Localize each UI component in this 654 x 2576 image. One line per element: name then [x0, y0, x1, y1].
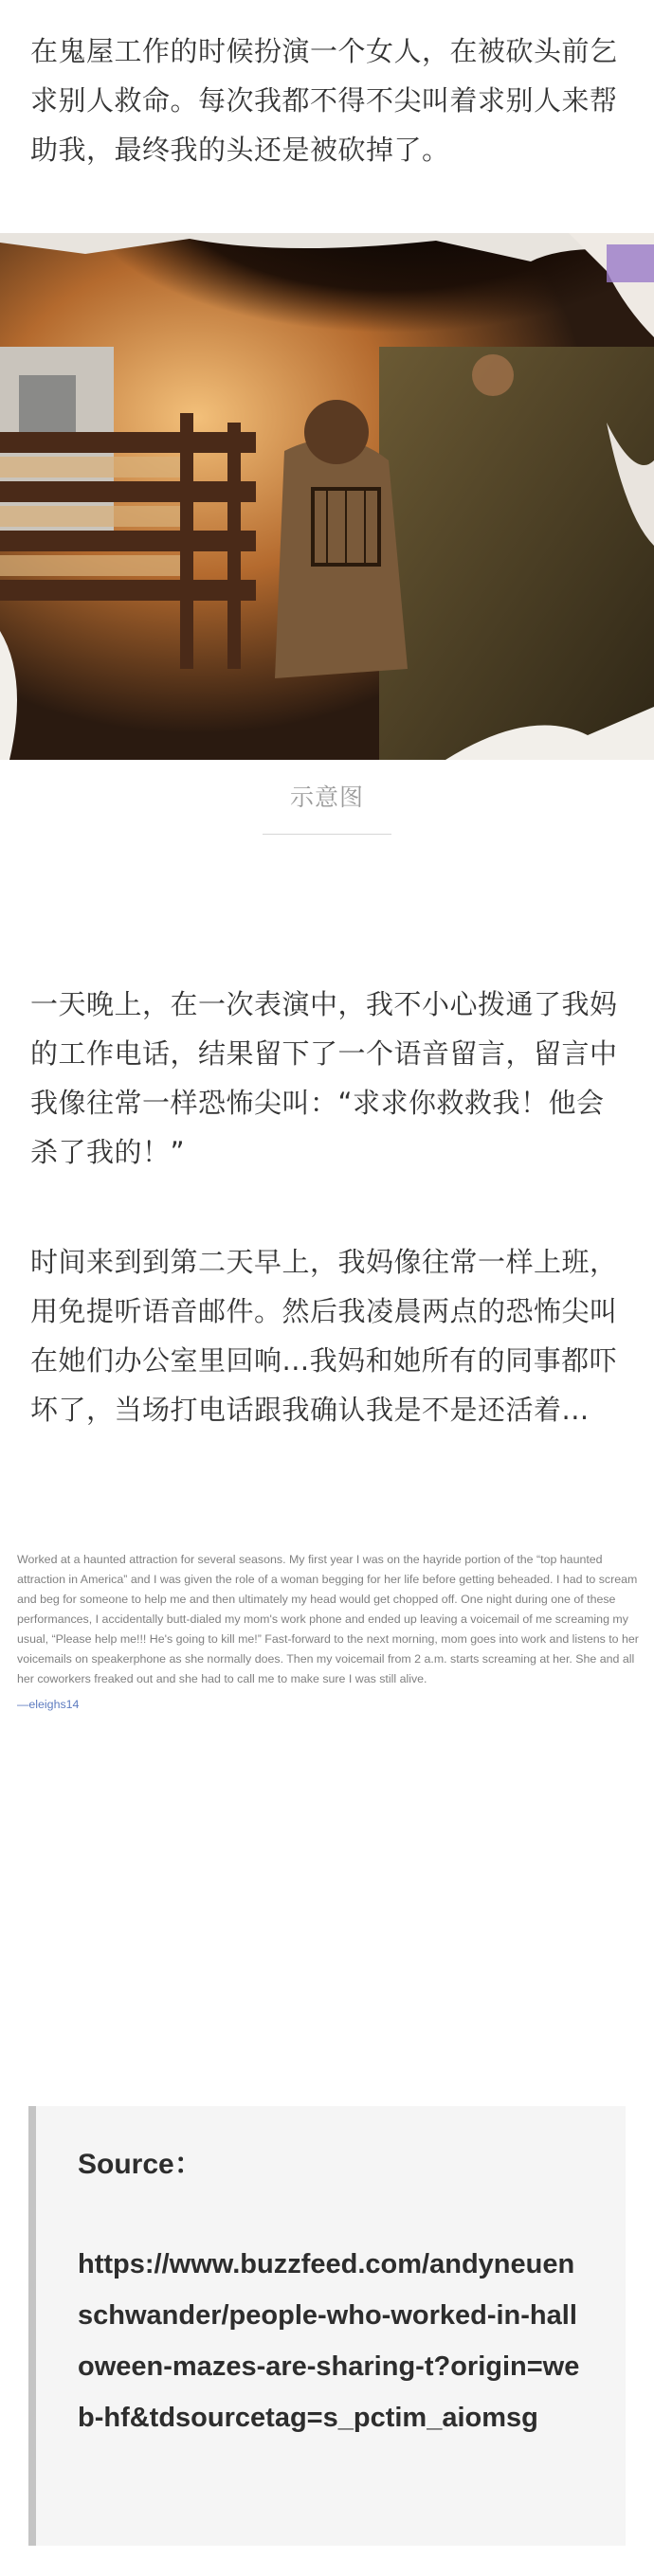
story-paragraph-2: 时间来到到第二天早上，我妈像往常一样上班，用免提听语音邮件。然后我凌晨两点的恐怖尖叫在她们办公室里回响...我妈和她所有的同事都吓坏了，当场打电话跟我确认我是不是还活着...	[30, 1246, 618, 1426]
source-blockquote	[28, 2106, 626, 2546]
original-post-screenshot	[17, 1550, 645, 1758]
original-post-author-link[interactable]: —eleighs14	[17, 1698, 80, 1711]
image-caption: 示意图	[289, 784, 364, 811]
original-post-text: Worked at a haunted attraction for several seasons. My first year I was on the hayride portion of the “top haunted attraction in America” and I was given the role of a woman begging for her life before getting beheaded. I had to scream and beg for someone to help me and then ultimately my head would get chopped off. One night during one of these performances, I accidentally butt-dialed my mom's work phone and ended up leaving a voicemail of me screaming my usual, “Please help me!!! He's going to kill me!” Fast-forward to the next morning, mom goes into work and listens to her voicemails on speakerphone as she normally does. Then my voicemail from 2 a.m. starts screaming at her. She and all her coworkers freaked out and she had to call me to make sure I was still alive.	[17, 1553, 639, 1685]
intro-paragraph: 在鬼屋工作的时候扮演一个女人，在被砍头前乞求别人救命。每次我都不得不尖叫着求别人来帮助我，最终我的头还是被砍掉了。	[30, 35, 618, 166]
caption-divider	[263, 834, 391, 835]
illustration-photo	[0, 233, 654, 760]
story-paragraph-1: 一天晚上，在一次表演中，我不小心拨通了我妈的工作电话，结果留下了一个语音留言，留言中我像往常一样恐怖尖叫：“求求你救救我！他会杀了我的！”	[30, 988, 618, 1168]
source-label: Source：	[78, 2149, 203, 2180]
source-url[interactable]: https://www.buzzfeed.com/andyneuenschwander/people-who-worked-in-halloween-mazes-are-sharing-t?origin=web-hf&tdsourcetag=s_pctim_aiomsg	[78, 2249, 580, 2433]
